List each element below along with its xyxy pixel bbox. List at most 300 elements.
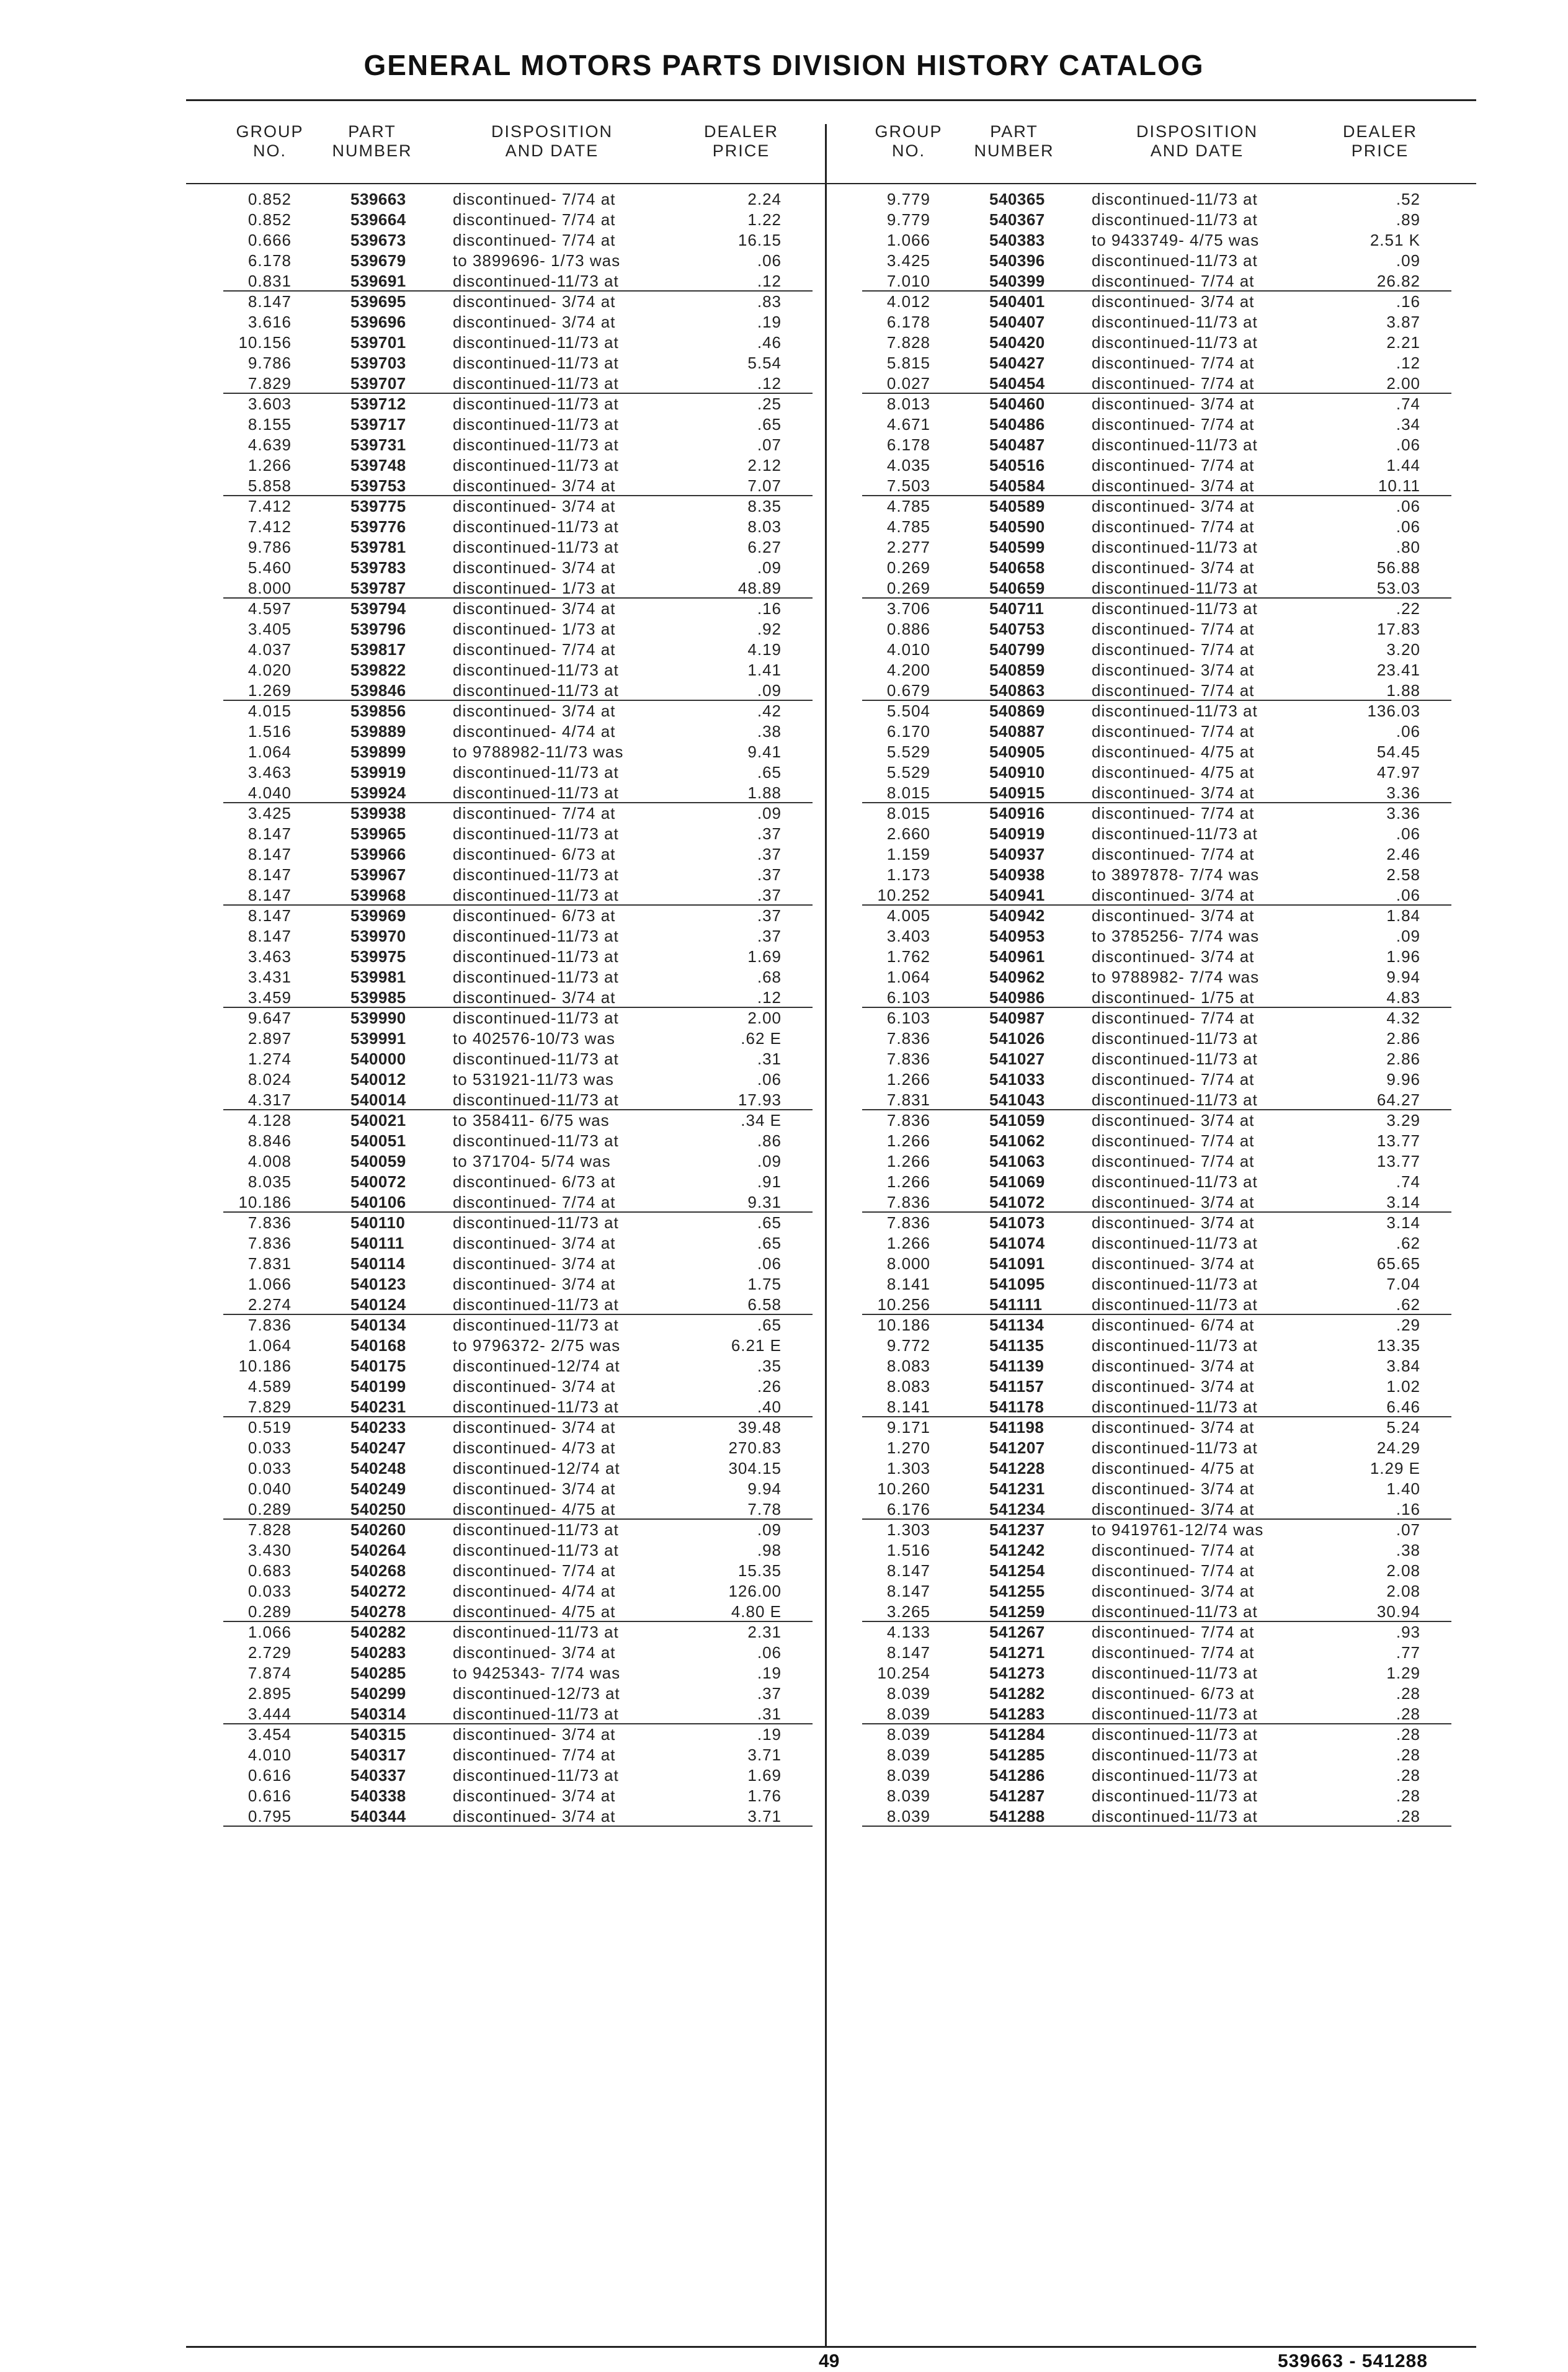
- part-number: 541255: [989, 1582, 1045, 1600]
- part-number: 540938: [989, 865, 1045, 884]
- part-number: 540659: [989, 579, 1045, 597]
- disposition-text: to 3785256- 7/74 was: [1092, 927, 1260, 945]
- table-row: [862, 1786, 1451, 1806]
- part-number: 540110: [350, 1213, 406, 1232]
- dealer-price: 3.14: [1386, 1193, 1420, 1211]
- disposition-text: to 9419761-12/74 was: [1092, 1520, 1264, 1539]
- dealer-price: 54.45: [1376, 742, 1420, 761]
- disposition-text: discontinued- 3/74 at: [453, 1275, 616, 1293]
- part-number: 539701: [350, 333, 406, 352]
- part-number: 540260: [350, 1520, 406, 1539]
- part-number: 540268: [350, 1561, 406, 1580]
- table-row: [862, 988, 1451, 1008]
- disposition-text: discontinued-11/73 at: [453, 1398, 619, 1416]
- table-row: [862, 1233, 1451, 1254]
- disposition-text: to 9788982-11/73 was: [453, 742, 624, 761]
- group-number: 1.516: [247, 722, 292, 741]
- disposition-text: discontinued- 7/74 at: [453, 190, 616, 208]
- group-number: 5.858: [247, 476, 292, 495]
- disposition-text: discontinued- 3/74 at: [1092, 476, 1255, 495]
- part-number: 541063: [989, 1152, 1045, 1170]
- disposition-text: to 371704- 5/74 was: [453, 1152, 611, 1170]
- disposition-text: discontinued- 1/73 at: [453, 579, 616, 597]
- dealer-price: 2.08: [1386, 1561, 1420, 1580]
- part-number: 541095: [989, 1275, 1045, 1293]
- dealer-price: .65: [757, 1316, 782, 1334]
- dealer-price: 2.51 K: [1370, 231, 1420, 249]
- dealer-price: .06: [757, 251, 782, 270]
- table-row: [223, 1376, 813, 1397]
- group-number: 7.829: [247, 374, 292, 393]
- dealer-price: 2.12: [747, 456, 782, 475]
- top-rule: [186, 99, 1476, 101]
- dealer-price: 1.88: [747, 783, 782, 802]
- part-number: 540299: [350, 1684, 406, 1703]
- group-number: 4.133: [886, 1623, 930, 1641]
- group-number: 7.874: [247, 1664, 292, 1682]
- dealer-price: .28: [1396, 1705, 1420, 1723]
- dealer-price: 2.86: [1386, 1029, 1420, 1048]
- disposition-text: discontinued- 4/74 at: [453, 1582, 616, 1600]
- dealer-price: .29: [1396, 1316, 1420, 1334]
- table-row: [862, 1581, 1451, 1602]
- dealer-price: 1.69: [747, 947, 782, 966]
- part-number: 540961: [989, 947, 1045, 966]
- dealer-price: 15.35: [737, 1561, 782, 1580]
- disposition-text: discontinued- 3/74 at: [1092, 661, 1255, 679]
- group-number: 0.666: [247, 231, 292, 249]
- disposition-text: discontinued-11/73 at: [453, 783, 619, 802]
- group-number: 4.128: [247, 1111, 292, 1130]
- group-number: 3.459: [247, 988, 292, 1007]
- part-number: 540454: [989, 374, 1045, 393]
- group-number: 8.083: [886, 1357, 930, 1375]
- part-number: 539966: [350, 845, 406, 863]
- group-number: 10.186: [238, 1193, 292, 1211]
- table-row: [223, 1110, 813, 1131]
- disposition-text: discontinued-11/73 at: [1092, 1705, 1258, 1723]
- group-number: 3.444: [247, 1705, 292, 1723]
- dealer-price: .92: [757, 620, 782, 638]
- group-number: 10.186: [877, 1316, 930, 1334]
- table-row: [223, 435, 813, 455]
- group-number: 5.460: [247, 558, 292, 577]
- dealer-price: 3.29: [1386, 1111, 1420, 1130]
- disposition-text: discontinued- 3/74 at: [453, 476, 616, 495]
- group-number: 1.266: [886, 1152, 930, 1170]
- disposition-text: discontinued- 3/74 at: [453, 1234, 616, 1252]
- disposition-text: discontinued-11/73 at: [1092, 1090, 1258, 1109]
- table-row: [223, 844, 813, 865]
- table-row: [862, 742, 1451, 762]
- table-row: [223, 271, 813, 292]
- disposition-text: discontinued-11/73 at: [453, 824, 619, 843]
- table-row: [862, 1806, 1451, 1827]
- disposition-text: discontinued-11/73 at: [1092, 579, 1258, 597]
- disposition-text: discontinued- 6/74 at: [1092, 1316, 1255, 1334]
- header-disposition-line1: DISPOSITION: [1136, 122, 1258, 141]
- disposition-text: discontinued- 3/74 at: [1092, 558, 1255, 577]
- dealer-price: 23.41: [1376, 661, 1420, 679]
- group-number: 1.066: [247, 1275, 292, 1293]
- group-number: 4.035: [886, 456, 930, 475]
- part-number: 541228: [989, 1459, 1045, 1478]
- dealer-price: .22: [1396, 599, 1420, 618]
- header-price-line1: DEALER: [1342, 122, 1418, 141]
- dealer-price: 3.14: [1386, 1213, 1420, 1232]
- part-number: 540114: [350, 1254, 406, 1273]
- table-row: [223, 353, 813, 373]
- disposition-text: discontinued- 3/74 at: [453, 1725, 616, 1744]
- group-number: 2.895: [247, 1684, 292, 1703]
- group-number: 3.425: [247, 804, 292, 823]
- disposition-text: discontinued-11/73 at: [453, 333, 619, 352]
- part-number: 539975: [350, 947, 406, 966]
- table-row: [223, 701, 813, 721]
- group-number: 0.269: [886, 558, 930, 577]
- dealer-price: .42: [757, 702, 782, 720]
- group-number: 0.269: [886, 579, 930, 597]
- part-number: 539776: [350, 517, 406, 536]
- group-number: 3.463: [247, 947, 292, 966]
- part-number: 540315: [350, 1725, 406, 1744]
- part-number: 540021: [350, 1111, 406, 1130]
- disposition-text: discontinued- 4/75 at: [453, 1500, 616, 1518]
- header-group-right: [862, 122, 955, 161]
- part-number: 539783: [350, 558, 406, 577]
- part-number: 541033: [989, 1070, 1045, 1089]
- part-number: 539781: [350, 538, 406, 556]
- table-row: [862, 1499, 1451, 1520]
- table-row: [862, 1622, 1451, 1643]
- group-number: 0.616: [247, 1766, 292, 1785]
- group-number: 8.147: [247, 927, 292, 945]
- table-row: [862, 865, 1451, 885]
- part-number: 540905: [989, 742, 1045, 761]
- disposition-text: discontinued- 4/75 at: [1092, 742, 1255, 761]
- part-number: 540986: [989, 988, 1045, 1007]
- table-row: [862, 1090, 1451, 1110]
- header-disposition-right: [1116, 122, 1278, 161]
- disposition-text: to 402576-10/73 was: [453, 1029, 615, 1048]
- disposition-text: discontinued-11/73 at: [453, 1213, 619, 1232]
- disposition-text: discontinued-11/73 at: [453, 1705, 619, 1723]
- table-row: [223, 1581, 813, 1602]
- table-row: [862, 762, 1451, 783]
- part-number: 540264: [350, 1541, 406, 1559]
- part-number: 540589: [989, 497, 1045, 515]
- disposition-text: discontinued-11/73 at: [1092, 210, 1258, 229]
- dealer-price: .28: [1396, 1725, 1420, 1744]
- group-number: 5.815: [886, 354, 930, 372]
- dealer-price: .38: [1396, 1541, 1420, 1559]
- header-price-left: [695, 122, 788, 161]
- group-number: 1.159: [886, 845, 930, 863]
- table-row: [223, 1274, 813, 1295]
- table-row: [862, 721, 1451, 742]
- dealer-price: .89: [1396, 210, 1420, 229]
- table-row: [862, 496, 1451, 517]
- group-number: 8.039: [886, 1746, 930, 1764]
- part-number: 540584: [989, 476, 1045, 495]
- group-number: 4.040: [247, 783, 292, 802]
- group-number: 4.671: [886, 415, 930, 434]
- part-number: 540383: [989, 231, 1045, 249]
- disposition-text: discontinued- 7/74 at: [1092, 640, 1255, 659]
- dealer-price: .12: [757, 374, 782, 393]
- group-number: 4.589: [247, 1377, 292, 1396]
- dealer-price: 1.69: [747, 1766, 782, 1785]
- disposition-text: discontinued-11/73 at: [453, 517, 619, 536]
- dealer-price: .65: [757, 1234, 782, 1252]
- table-row: [223, 824, 813, 844]
- part-number: 539856: [350, 702, 406, 720]
- disposition-text: discontinued-11/73 at: [453, 927, 619, 945]
- table-row: [862, 1254, 1451, 1274]
- dealer-price: 2.00: [1386, 374, 1420, 393]
- group-number: 1.303: [886, 1520, 930, 1539]
- table-row: [223, 1704, 813, 1724]
- table-row: [862, 885, 1451, 906]
- group-number: 4.010: [886, 640, 930, 659]
- dealer-price: 1.02: [1386, 1377, 1420, 1396]
- dealer-price: 3.84: [1386, 1357, 1420, 1375]
- part-number: 540233: [350, 1418, 406, 1437]
- table-row: [862, 1356, 1451, 1376]
- disposition-text: discontinued-11/73 at: [1092, 1746, 1258, 1764]
- part-number: 540987: [989, 1009, 1045, 1027]
- disposition-text: discontinued-11/73 at: [453, 1623, 619, 1641]
- table-row: [862, 1315, 1451, 1335]
- header-part-line2: NUMBER: [974, 141, 1054, 160]
- group-number: 1.064: [247, 1336, 292, 1355]
- group-number: 0.519: [247, 1418, 292, 1437]
- table-row: [223, 906, 813, 926]
- table-row: [223, 1295, 813, 1315]
- disposition-text: discontinued-11/73 at: [453, 374, 619, 393]
- group-number: 8.000: [886, 1254, 930, 1273]
- disposition-text: discontinued- 3/74 at: [1092, 1377, 1255, 1396]
- dealer-price: 39.48: [737, 1418, 782, 1437]
- dealer-price: 2.21: [1386, 333, 1420, 352]
- table-row: [862, 1069, 1451, 1090]
- table-row: [862, 394, 1451, 414]
- group-number: 3.603: [247, 395, 292, 413]
- table-row: [862, 1540, 1451, 1561]
- part-number: 541091: [989, 1254, 1045, 1273]
- table-row: [223, 1663, 813, 1683]
- dealer-price: .09: [1396, 927, 1420, 945]
- disposition-text: discontinued-11/73 at: [1092, 1336, 1258, 1355]
- table-row: [862, 271, 1451, 292]
- dealer-price: 7.04: [1386, 1275, 1420, 1293]
- group-number: 0.795: [247, 1807, 292, 1826]
- part-number: 540124: [350, 1295, 406, 1314]
- part-number: 540248: [350, 1459, 406, 1478]
- group-number: 3.425: [886, 251, 930, 270]
- table-row: [862, 435, 1451, 455]
- group-number: 4.010: [247, 1746, 292, 1764]
- table-row: [223, 1458, 813, 1479]
- group-number: 4.785: [886, 497, 930, 515]
- table-row: [223, 394, 813, 414]
- disposition-text: discontinued- 3/74 at: [1092, 497, 1255, 515]
- dealer-price: 3.87: [1386, 313, 1420, 331]
- page-title: GENERAL MOTORS PARTS DIVISION HISTORY CATALOG: [363, 49, 1205, 81]
- group-number: 0.886: [886, 620, 930, 638]
- dealer-price: 24.29: [1376, 1438, 1420, 1457]
- table-row: [862, 1008, 1451, 1028]
- group-number: 1.516: [886, 1541, 930, 1559]
- table-row: [223, 1028, 813, 1049]
- disposition-text: discontinued-11/73 at: [453, 1009, 619, 1027]
- dealer-price: 6.21 E: [731, 1336, 782, 1355]
- group-number: 1.266: [886, 1172, 930, 1191]
- dealer-price: 136.03: [1367, 702, 1420, 720]
- group-number: 7.412: [247, 517, 292, 536]
- group-number: 7.836: [247, 1234, 292, 1252]
- part-number: 541282: [989, 1684, 1045, 1703]
- disposition-text: discontinued-11/73 at: [1092, 538, 1258, 556]
- header-disposition-left: [471, 122, 633, 161]
- group-number: 8.039: [886, 1766, 930, 1785]
- disposition-text: discontinued- 3/74 at: [453, 1643, 616, 1662]
- table-row: [223, 947, 813, 967]
- group-number: 2.277: [886, 538, 930, 556]
- part-number: 540285: [350, 1664, 406, 1682]
- disposition-text: discontinued-12/74 at: [453, 1459, 620, 1478]
- group-number: 7.828: [247, 1520, 292, 1539]
- part-number: 540399: [989, 272, 1045, 290]
- part-number: 540249: [350, 1479, 406, 1498]
- dealer-price: 8.03: [747, 517, 782, 536]
- disposition-text: discontinued- 7/74 at: [1092, 722, 1255, 741]
- header-group-line2: NO.: [252, 141, 287, 160]
- group-number: 8.147: [247, 824, 292, 843]
- part-number: 541273: [989, 1664, 1045, 1682]
- group-number: 1.064: [886, 968, 930, 986]
- part-number: 540420: [989, 333, 1045, 352]
- group-number: 8.035: [247, 1172, 292, 1191]
- disposition-text: discontinued- 7/74 at: [453, 804, 616, 823]
- table-row: [862, 1417, 1451, 1438]
- group-number: 6.170: [886, 722, 930, 741]
- table-row: [223, 1090, 813, 1110]
- table-row: [223, 1786, 813, 1806]
- part-number: 541062: [989, 1131, 1045, 1150]
- disposition-text: discontinued- 7/74 at: [1092, 354, 1255, 372]
- table-row: [862, 210, 1451, 230]
- group-number: 2.660: [886, 824, 930, 843]
- dealer-price: 7.78: [747, 1500, 782, 1518]
- table-row: [862, 1295, 1451, 1315]
- table-row: [862, 1663, 1451, 1683]
- table-row: [862, 251, 1451, 271]
- group-number: 4.008: [247, 1152, 292, 1170]
- disposition-text: discontinued-11/73 at: [453, 1541, 619, 1559]
- disposition-text: discontinued-11/73 at: [1092, 702, 1258, 720]
- part-number: 539938: [350, 804, 406, 823]
- group-number: 1.303: [886, 1459, 930, 1478]
- group-number: 9.171: [886, 1418, 930, 1437]
- group-number: 6.176: [886, 1500, 930, 1518]
- part-number: 539775: [350, 497, 406, 515]
- part-number: 540250: [350, 1500, 406, 1518]
- table-row: [223, 640, 813, 660]
- group-number: 1.274: [247, 1050, 292, 1068]
- table-row: [223, 1806, 813, 1827]
- group-number: 8.039: [886, 1786, 930, 1805]
- disposition-text: discontinued- 3/74 at: [1092, 1193, 1255, 1211]
- part-number: 539924: [350, 783, 406, 802]
- table-row: [862, 578, 1451, 599]
- table-row: [862, 1213, 1451, 1233]
- group-number: 4.317: [247, 1090, 292, 1109]
- table-row: [862, 332, 1451, 353]
- table-row: [862, 926, 1451, 947]
- part-number: 539965: [350, 824, 406, 843]
- dealer-price: 126.00: [728, 1582, 782, 1600]
- table-row: [862, 476, 1451, 496]
- disposition-text: discontinued- 4/73 at: [453, 1438, 616, 1457]
- dealer-price: 26.82: [1376, 272, 1420, 290]
- disposition-text: discontinued- 3/74 at: [1092, 783, 1255, 802]
- table-row: [862, 353, 1451, 373]
- disposition-text: discontinued- 3/74 at: [453, 599, 616, 618]
- dealer-price: .06: [1396, 824, 1420, 843]
- part-number: 541026: [989, 1029, 1045, 1048]
- part-number: 540910: [989, 763, 1045, 782]
- disposition-text: discontinued- 6/73 at: [453, 845, 616, 863]
- table-row: [862, 1028, 1451, 1049]
- group-number: 9.779: [886, 190, 930, 208]
- group-number: 8.147: [247, 886, 292, 904]
- group-number: 7.831: [886, 1090, 930, 1109]
- disposition-text: discontinued- 3/74 at: [1092, 906, 1255, 925]
- disposition-text: discontinued- 3/74 at: [453, 988, 616, 1007]
- table-row: [862, 680, 1451, 701]
- group-number: 9.786: [247, 354, 292, 372]
- header-group-line2: NO.: [891, 141, 925, 160]
- group-number: 10.156: [238, 333, 292, 352]
- table-row: [223, 1131, 813, 1151]
- part-number: 539969: [350, 906, 406, 925]
- group-number: 1.066: [247, 1623, 292, 1641]
- table-row: [862, 1335, 1451, 1356]
- disposition-text: discontinued-11/73 at: [1092, 1807, 1258, 1826]
- dealer-price: 13.77: [1376, 1152, 1420, 1170]
- group-number: 8.147: [886, 1561, 930, 1580]
- part-number: 540711: [989, 599, 1045, 618]
- disposition-text: discontinued-11/73 at: [1092, 190, 1258, 208]
- bottom-rule: [186, 2346, 1476, 2348]
- disposition-text: discontinued- 4/75 at: [453, 1602, 616, 1621]
- group-number: 10.260: [877, 1479, 930, 1498]
- dealer-price: 5.24: [1386, 1418, 1420, 1437]
- part-number: 540134: [350, 1316, 406, 1334]
- disposition-text: discontinued- 3/74 at: [1092, 1479, 1255, 1498]
- group-number: 8.039: [886, 1684, 930, 1703]
- table-row: [862, 455, 1451, 476]
- group-number: 1.173: [886, 865, 930, 884]
- dealer-price: 17.93: [737, 1090, 782, 1109]
- part-number: 540014: [350, 1090, 406, 1109]
- dealer-price: .34: [1396, 415, 1420, 434]
- dealer-price: 270.83: [728, 1438, 782, 1457]
- table-row: [862, 230, 1451, 251]
- disposition-text: discontinued-11/73 at: [453, 763, 619, 782]
- table-row: [223, 1643, 813, 1663]
